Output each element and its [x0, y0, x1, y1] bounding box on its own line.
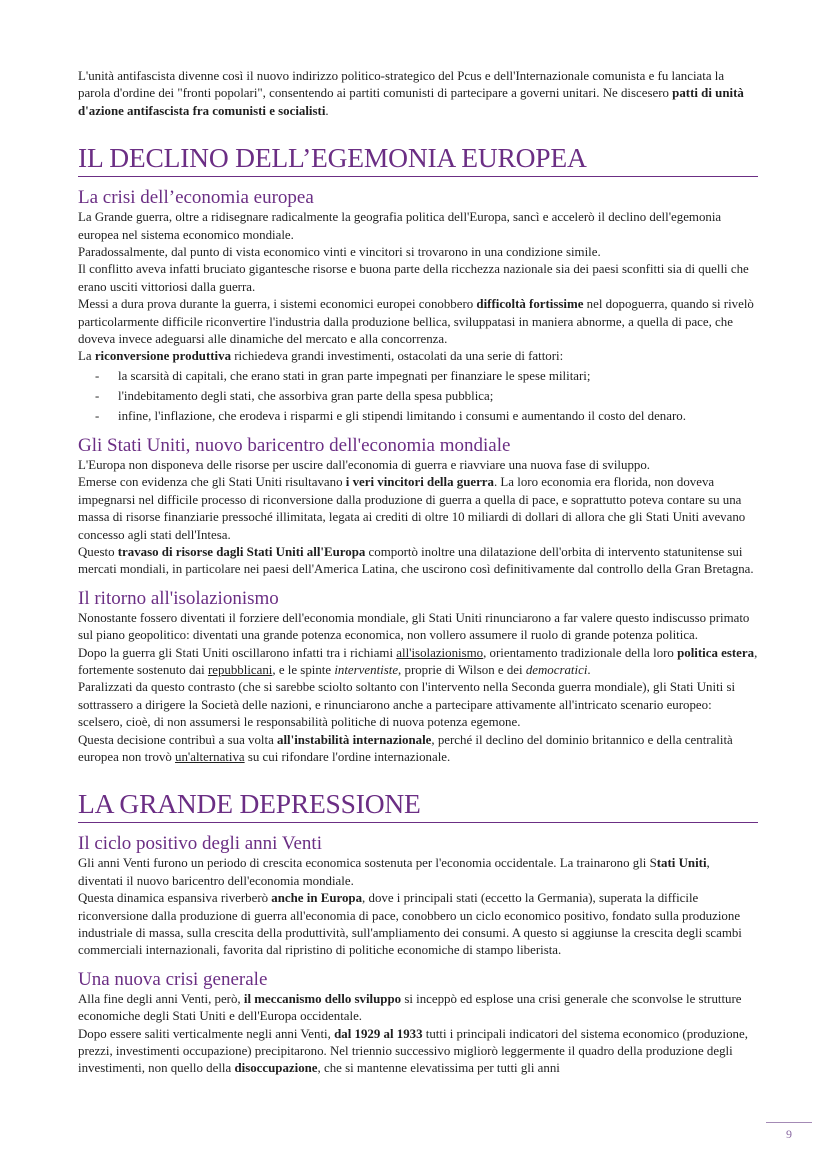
- paragraph: L'Europa non disponeva delle risorse per uscire dall'economia di guerra e riavviare una nuova fase di sviluppo.: [78, 457, 650, 472]
- paragraph: Paradossalmente, dal punto di vista economico vinti e vincitori si trovarono in una condizione simile.: [78, 245, 601, 260]
- paragraph: Paralizzati da questo contrasto (che si sarebbe sciolto soltanto con l'intervento nella Seconda guerra mondiale), gli Stati Uniti si sottrassero a dirigere la Società delle nazioni, e rinunciarono anche a partecipare attivamente all'intricato scenario europeo: scelsero, cioè, di non assumersi le responsabilità politiche di nuova potenza egemone.: [78, 680, 736, 730]
- subsection-title-crisi-economia: La crisi dell’economia europea: [78, 187, 314, 209]
- paragraph: Dopo essere saliti verticalmente negli anni Venti, dal 1929 al 1933 tutti i principali indicatori del sistema economico (produzione, prezzi, investimenti occupazione) precipitarono. Nel triennio successivo migliorò leggermente il quadro della produzione degli investimenti, non quello della disoccupazione, che si mantenne elevatissima per tutti gli anni: [78, 1026, 748, 1076]
- paragraph: Questo travaso di risorse dagli Stati Uniti all'Europa comportò inoltre una dilatazione dell'orbita di intervento statunitense sui mercati mondiali, in particolare nei paesi dell'America Latina, che uscirono così definitivamente dal controllo della Gran Bretagna.: [78, 544, 754, 577]
- subsection-title-stati-uniti: Gli Stati Uniti, nuovo baricentro dell'economia mondiale: [78, 434, 511, 456]
- paragraph: Dopo la guerra gli Stati Uniti oscillarono infatti tra i richiami all'isolazionismo, orientamento tradizionale della loro politica estera, fortemente sostenuto dai repubblicani, e le spinte interventiste, proprie di Wilson e dei democratici.: [78, 645, 758, 677]
- list-item: - infine, l'inflazione, che erodeva i risparmi e gli stipendi limitando i consumi e aumentando il costo del denaro.: [95, 406, 758, 426]
- paragraph: La Grande guerra, oltre a ridisegnare radicalmente la geografia politica dell'Europa, sancì e accelerò il declino dell'egemonia europea nel sistema economico mondiale.: [78, 210, 722, 242]
- subsection-title-nuova-crisi: Una nuova crisi generale: [78, 968, 268, 990]
- intro-paragraph: L'unità antifascista divenne così il nuovo indirizzo politico-strategico del Pcus e dell'Internazionale comunista e fu lanciata la parola d'ordine dei "fronti popolari", consentendo ai partiti comunisti di partecipare a governi unitari. Ne discesero patti di unità d'azione antifascista fra comunisti e socialisti.: [78, 69, 744, 118]
- list-item: - la scarsità di capitali, che erano stati in gran parte impegnati per finanziare le spese militari;: [95, 366, 758, 386]
- paragraph: Questa dinamica espansiva riverberò anche in Europa, dove i principali stati (eccetto la Germania), superata la difficile riconversione dalla produzione di guerra all'economia di pace, conobbero un ciclo economico positivo, fondato sulla produzione industriale di massa, sulla crescita della produttività, sull'ampliamento dei consumi. A questo si aggiunse la crescita degli scambi commerciali internazionali, favorita dal ripristino di politiche economiche di stampo liberista.: [78, 891, 742, 958]
- factors-list: [78, 366, 758, 426]
- paragraph: Alla fine degli anni Venti, però, il meccanismo dello sviluppo si inceppò ed esplose una crisi generale che sconvolse le strutture economiche degli Stati Uniti e dell'Europa occidentale.: [78, 991, 742, 1024]
- paragraph: La riconversione produttiva richiedeva grandi investimenti, ostacolati da una serie di fattori:: [78, 349, 564, 364]
- document-page: [78, 68, 758, 1078]
- subsection-title-ciclo-positivo: Il ciclo positivo degli anni Venti: [78, 833, 322, 855]
- section-title-grande-depressione: LA GRANDE DEPRESSIONE: [78, 788, 758, 823]
- paragraph: Messi a dura prova durante la guerra, i sistemi economici europei conobbero difficoltà fortissime nel dopoguerra, quando si rivelò particolarmente difficile riconvertire l'industria dalla produzione bellica, sviluppatasi in maniera abnorme, a quella di pace, che doveva invece adeguarsi alle dinamiche del mercato e alla concorrenza.: [78, 297, 754, 347]
- subsection-title-isolazionismo: Il ritorno all'isolazionismo: [78, 587, 279, 609]
- paragraph: Questa decisione contribuì a sua volta all'instabilità internazionale, perché il declino del dominio britannico e della centralità europea non trovò un'alternativa su cui rifondare l'ordine internazionale.: [78, 732, 733, 764]
- paragraph: Nonostante fossero diventati il forziere dell'economia mondiale, gli Stati Uniti rinunciarono a far valere questo indiscusso primato sul piano geopolitico: diventati una grande potenza economica, non vollero assumere il ruolo di grande potenza politica.: [78, 610, 750, 643]
- page-number: 9: [766, 1122, 812, 1142]
- list-item: - l'indebitamento degli stati, che assorbiva gran parte della spesa pubblica;: [95, 386, 758, 406]
- paragraph: Il conflitto aveva infatti bruciato gigantesche risorse e buona parte della ricchezza nazionale sia dei paesi sconfitti sia di quelli che erano usciti vittoriosi dalla guerra.: [78, 262, 749, 294]
- section-title-declino: IL DECLINO DELL’EGEMONIA EUROPEA: [78, 142, 758, 177]
- paragraph: Emerse con evidenza che gli Stati Uniti risultavano i veri vincitori della guerra. La loro economia era florida, non doveva impegnarsi nel difficile processo di riconversione dalla produzione di guerra a quella di pace, e soprattutto poteva contare su una massa di risorse finanziarie pressoché illimitata, legata ai crediti di oltre 10 miliardi di dollari di allora che gli Stati Uniti avevano concesso agli stati dell'Intesa.: [78, 475, 746, 542]
- paragraph: Gli anni Venti furono un periodo di crescita economica sostenuta per l'economia occidentale. La trainarono gli Stati Uniti, diventati il nuovo baricentro dell'economia mondiale.: [78, 856, 710, 888]
